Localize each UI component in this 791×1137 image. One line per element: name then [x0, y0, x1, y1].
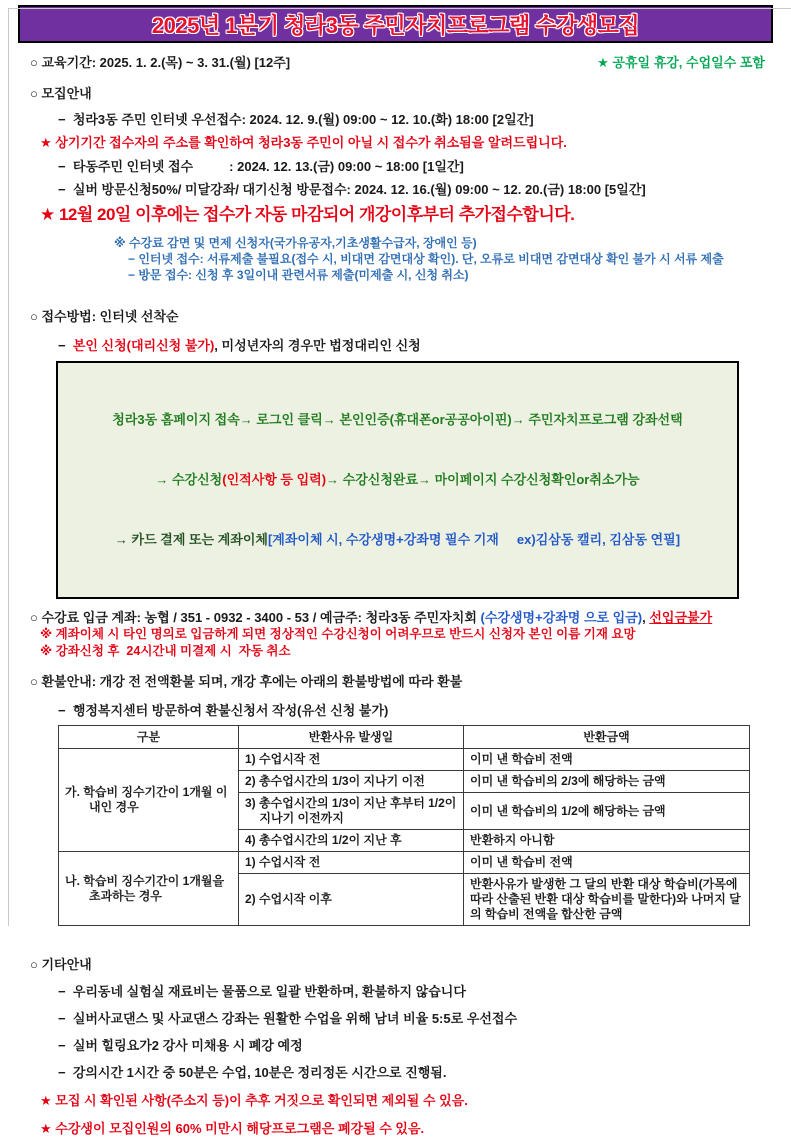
- document-body: [0, 55, 791, 1137]
- deadline-warning: ★ 12월 20일 이후에는 접수가 자동 마감되어 개강이후부터 추가접수합니다.: [40, 205, 575, 224]
- amount-cell: 이미 낸 학습비의 1/2에 해당하는 금액: [464, 793, 750, 830]
- recruit-other-dong-line: − 타동주민 인터넷 접수 : 2024. 12. 13.(금) 09:00 ~ 18:00 [1일간]: [58, 159, 464, 174]
- etc-line-4: − 강의시간 1시간 중 50분은 수업, 10분은 정리정돈 시간으로 진행됨.: [58, 1065, 447, 1080]
- discount-note-1: ※ 수강료 감면 및 면제 신청자(국가유공자,기초생활수급자, 장애인 등): [114, 236, 477, 250]
- table-row: [59, 852, 750, 874]
- payment-note-2: ※ 강좌신청 후 24시간내 미결제 시 자동 취소: [40, 643, 291, 658]
- procedure-line-1: 청라3동 홈페이지 접속→ 로그인 클릭→ 본인인증(휴대폰or공공아이핀)→ 주민자치프로그램 강좌선택: [112, 412, 683, 427]
- amount-cell: 반환사유가 발생한 그 달의 반환 대상 학습비(가목에 따라 산출된 반환 대상 학습비를 말한다)와 나머지 달의 학습비 전액을 합산한 금액: [464, 874, 750, 926]
- recruit-heading: ○ 모집안내: [30, 86, 92, 101]
- apply-heading: ○ 접수방법: 인터넷 선착순: [30, 309, 179, 324]
- refund-heading: ○ 환불안내: 개강 전 전액환불 되며, 개강 후에는 아래의 환불방법에 따라 환불: [30, 674, 463, 689]
- amount-cell: 이미 낸 학습비 전액: [464, 749, 750, 771]
- etc-line-1: − 우리동네 실험실 재료비는 물품으로 일괄 반환하며, 환불하지 않습니다: [58, 984, 466, 999]
- etc-star-1: ★ 모집 시 확인된 사항(주소지 등)이 추후 거짓으로 확인되면 제외될 수 있음.: [40, 1093, 468, 1108]
- self-apply-red: 본인 신청(대리신청 불가): [72, 338, 215, 353]
- group-b-cell: 나. 학습비 징수기간이 1개월을 초과하는 경우: [59, 852, 239, 926]
- discount-note-3: − 방문 접수: 신청 후 3일이내 관련서류 제출(미제출 시, 신청 취소): [128, 268, 469, 282]
- page-top-border: [8, 8, 791, 9]
- cause-cell: 1) 수업시작 전: [239, 749, 464, 771]
- self-apply-rest: , 미성년자의 경우만 법정대리인 신청: [214, 338, 421, 353]
- payment-no-prepay: 선입금불가: [649, 610, 713, 625]
- header-gubun: 구분: [59, 726, 239, 749]
- cause-cell: 2) 수업시작 이후: [239, 874, 464, 926]
- holiday-note: ★ 공휴일 휴강, 수업일수 포함: [597, 55, 765, 70]
- cause-cell: 3) 총수업시간의 1/3이 지난 후부터 1/2이 지나기 이전까지: [239, 793, 464, 830]
- procedure-line-3: → 카드 결제 또는 계좌이체[계좌이체 시, 수강생명+강좌명 필수 기재 ex)김삼동 캘리, 김삼동 연필]: [114, 532, 681, 547]
- header-cause: 반환사유 발생일: [239, 726, 464, 749]
- cause-cell: 4) 총수업시간의 1/2이 지난 후: [239, 830, 464, 852]
- procedure-box: [56, 361, 739, 599]
- discount-note-block: [30, 235, 765, 283]
- address-warning: ★ 상기기간 접수자의 주소를 확인하여 청라3동 주민이 아닐 시 접수가 취소됨을 알려드립니다.: [40, 135, 567, 150]
- recruit-silver-line: − 실버 방문신청50%/ 미달강좌/ 대기신청 방문접수: 2024. 12. 16.(월) 09:00 ~ 12. 20.(금) 18:00 [5일간]: [58, 182, 646, 197]
- table-row: [59, 749, 750, 771]
- education-period-row: [30, 55, 765, 71]
- cause-cell: 2) 총수업시간의 1/3이 지나기 이전: [239, 771, 464, 793]
- discount-note-2: − 인터넷 접수: 서류제출 불필요(접수 시, 비대면 감면대상 확인). 단, 오류로 비대면 감면대상 확인 불가 시 서류 제출: [128, 252, 724, 266]
- etc-star-2: ★ 수강생이 모집인원의 60% 미만시 해당프로그램은 폐강될 수 있음.: [40, 1121, 425, 1136]
- amount-cell: 이미 낸 학습비 전액: [464, 852, 750, 874]
- payment-account-line: [30, 610, 765, 626]
- group-a-cell: 가. 학습비 징수기간이 1개월 이내인 경우: [59, 749, 239, 852]
- etc-line-2: − 실버사교댄스 및 사교댄스 강좌는 원활한 수업을 위해 남녀 비율 5:5로 우선접수: [58, 1011, 518, 1026]
- payment-main: ○ 수강료 입금 계좌: 농협 / 351 - 0932 - 3400 - 53 / 예금주: 청라3동 주민자치회: [30, 610, 481, 625]
- header-amount: 반환금액: [464, 726, 750, 749]
- self-apply-dash: −: [58, 338, 73, 353]
- self-apply-line: [30, 338, 765, 354]
- title-banner: [18, 5, 773, 43]
- amount-cell: 반환하지 아니함: [464, 830, 750, 852]
- amount-cell: 이미 낸 학습비의 2/3에 해당하는 금액: [464, 771, 750, 793]
- table-header-row: [59, 726, 750, 749]
- procedure-line-2: → 수강신청(인적사항 등 입력)→ 수강신청완료→ 마이페이지 수강신청확인or취소가능: [155, 472, 640, 487]
- payment-note-1: ※ 계좌이체 시 타인 명의로 입금하게 되면 정상적인 수강신청이 어려우므로 반드시 신청자 본인 이름 기재 요망: [40, 627, 636, 641]
- refund-visit-line: − 행정복지센터 방문하여 환불신청서 작성(유선 신청 불가): [58, 703, 389, 718]
- etc-heading: ○ 기타안내: [30, 957, 92, 972]
- payment-comma: ,: [642, 610, 650, 625]
- education-period: ○ 교육기간: 2025. 1. 2.(목) ~ 3. 31.(월) [12주]: [30, 55, 291, 70]
- refund-table: [58, 725, 750, 926]
- etc-line-3: − 실버 힐링요가2 강사 미채용 시 폐강 예정: [58, 1038, 303, 1053]
- page-title: 2025년 1분기 청라3동 주민자치프로그램 수강생모집: [151, 12, 640, 38]
- cause-cell: 1) 수업시작 전: [239, 852, 464, 874]
- payment-blue: (수강생명+강좌명 으로 입금): [480, 610, 643, 625]
- recruit-priority-line: − 청라3동 주민 인터넷 우선접수: 2024. 12. 9.(월) 09:00 ~ 12. 10.(화) 18:00 [2일간]: [58, 112, 534, 127]
